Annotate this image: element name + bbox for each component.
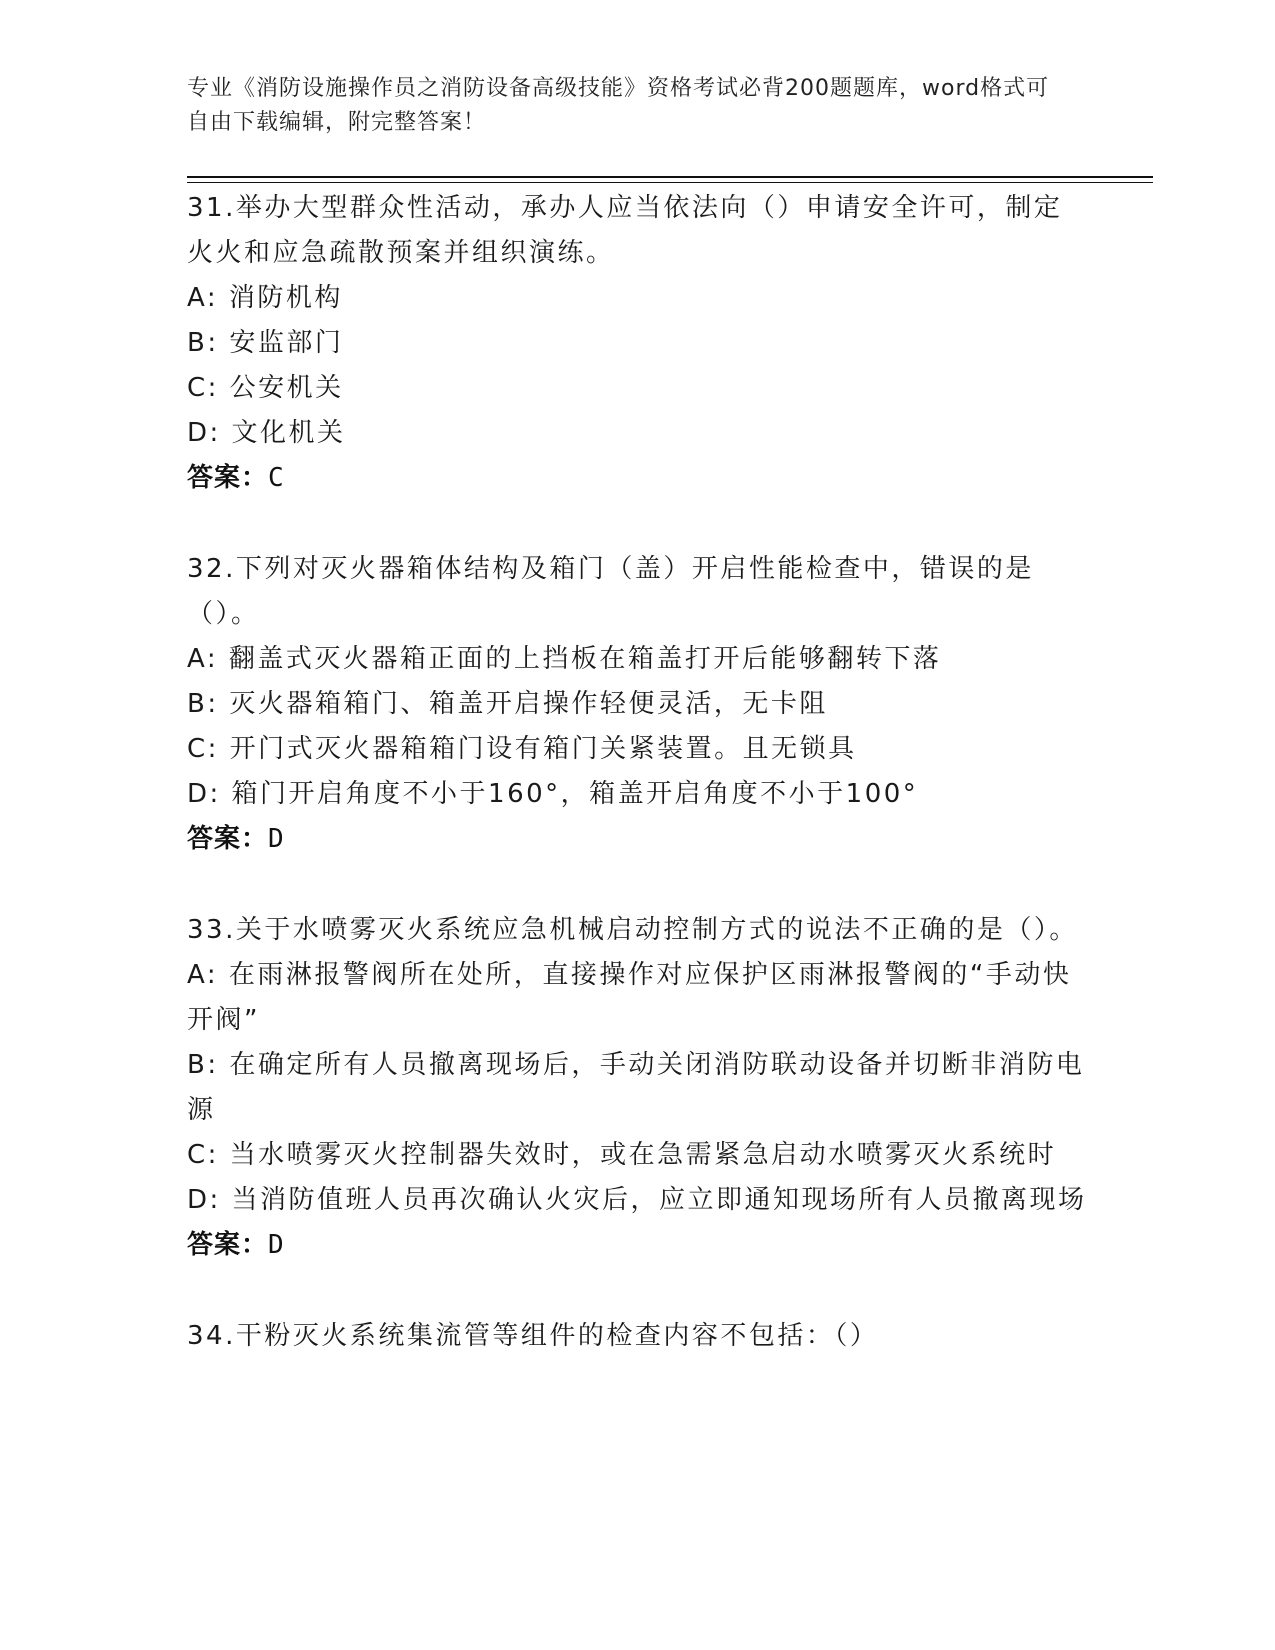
document-header: 专业《消防设施操作员之消防设备高级技能》资格考试必背200题题库，word格式可自由下载编辑，附完整答案！: [187, 76, 1050, 135]
header-divider-thick: [187, 176, 1153, 178]
option-c: C: 公安机关: [187, 373, 344, 403]
option-a: A: 在雨淋报警阀所在处所，直接操作对应保护区雨淋报警阀的“手动快开阀”: [187, 960, 1072, 1035]
answer-label: 答案：: [187, 1230, 269, 1260]
answer-label: 答案：: [187, 463, 269, 493]
header-divider-thin: [187, 182, 1153, 183]
question-stem: 32.下列对灭火器箱体结构及箱门（盖）开启性能检查中，错误的是（）。: [187, 554, 1034, 629]
answer-value: C: [268, 463, 285, 493]
option-c: C: 当水喷雾灭火控制器失效时，或在急需紧急启动水喷雾灭火系统时: [187, 1140, 1057, 1170]
option-b: B: 在确定所有人员撤离现场后，手动关闭消防联动设备并切断非消防电源: [187, 1050, 1085, 1125]
option-a: A: 翻盖式灭火器箱正面的上挡板在箱盖打开后能够翻转下落: [187, 644, 942, 674]
answer-value: D: [268, 824, 285, 854]
question-34: [187, 1314, 1087, 1359]
question-31: [187, 186, 1087, 501]
option-b: B: 安监部门: [187, 328, 344, 358]
answer-value: D: [268, 1230, 285, 1260]
answer-label: 答案：: [187, 824, 269, 854]
question-stem: 33.关于水喷雾灭火系统应急机械启动控制方式的说法不正确的是（）。: [187, 915, 1078, 945]
option-b: B: 灭火器箱箱门、箱盖开启操作轻便灵活，无卡阻: [187, 689, 828, 719]
option-d: D: 文化机关: [187, 418, 346, 448]
option-d: D: 箱门开启角度不小于160°，箱盖开启角度不小于100°: [187, 779, 919, 809]
option-a: A: 消防机构: [187, 283, 343, 313]
answer-line: [187, 456, 1087, 501]
question-stem: 31.举办大型群众性活动，承办人应当依法向（）申请安全许可，制定火火和应急疏散预案并组织演练。: [187, 193, 1063, 268]
question-stem: 34.干粉灭火系统集流管等组件的检查内容不包括：（）: [187, 1321, 879, 1351]
option-d: D: 当消防值班人员再次确认火灾后，应立即通知现场所有人员撤离现场: [187, 1185, 1087, 1215]
option-c: C: 开门式灭火器箱箱门设有箱门关紧装置。且无锁具: [187, 734, 857, 764]
answer-line: [187, 1223, 1087, 1268]
question-list: [187, 186, 1087, 1359]
question-33: [187, 908, 1087, 1268]
question-32: [187, 547, 1087, 862]
answer-line: [187, 817, 1087, 862]
